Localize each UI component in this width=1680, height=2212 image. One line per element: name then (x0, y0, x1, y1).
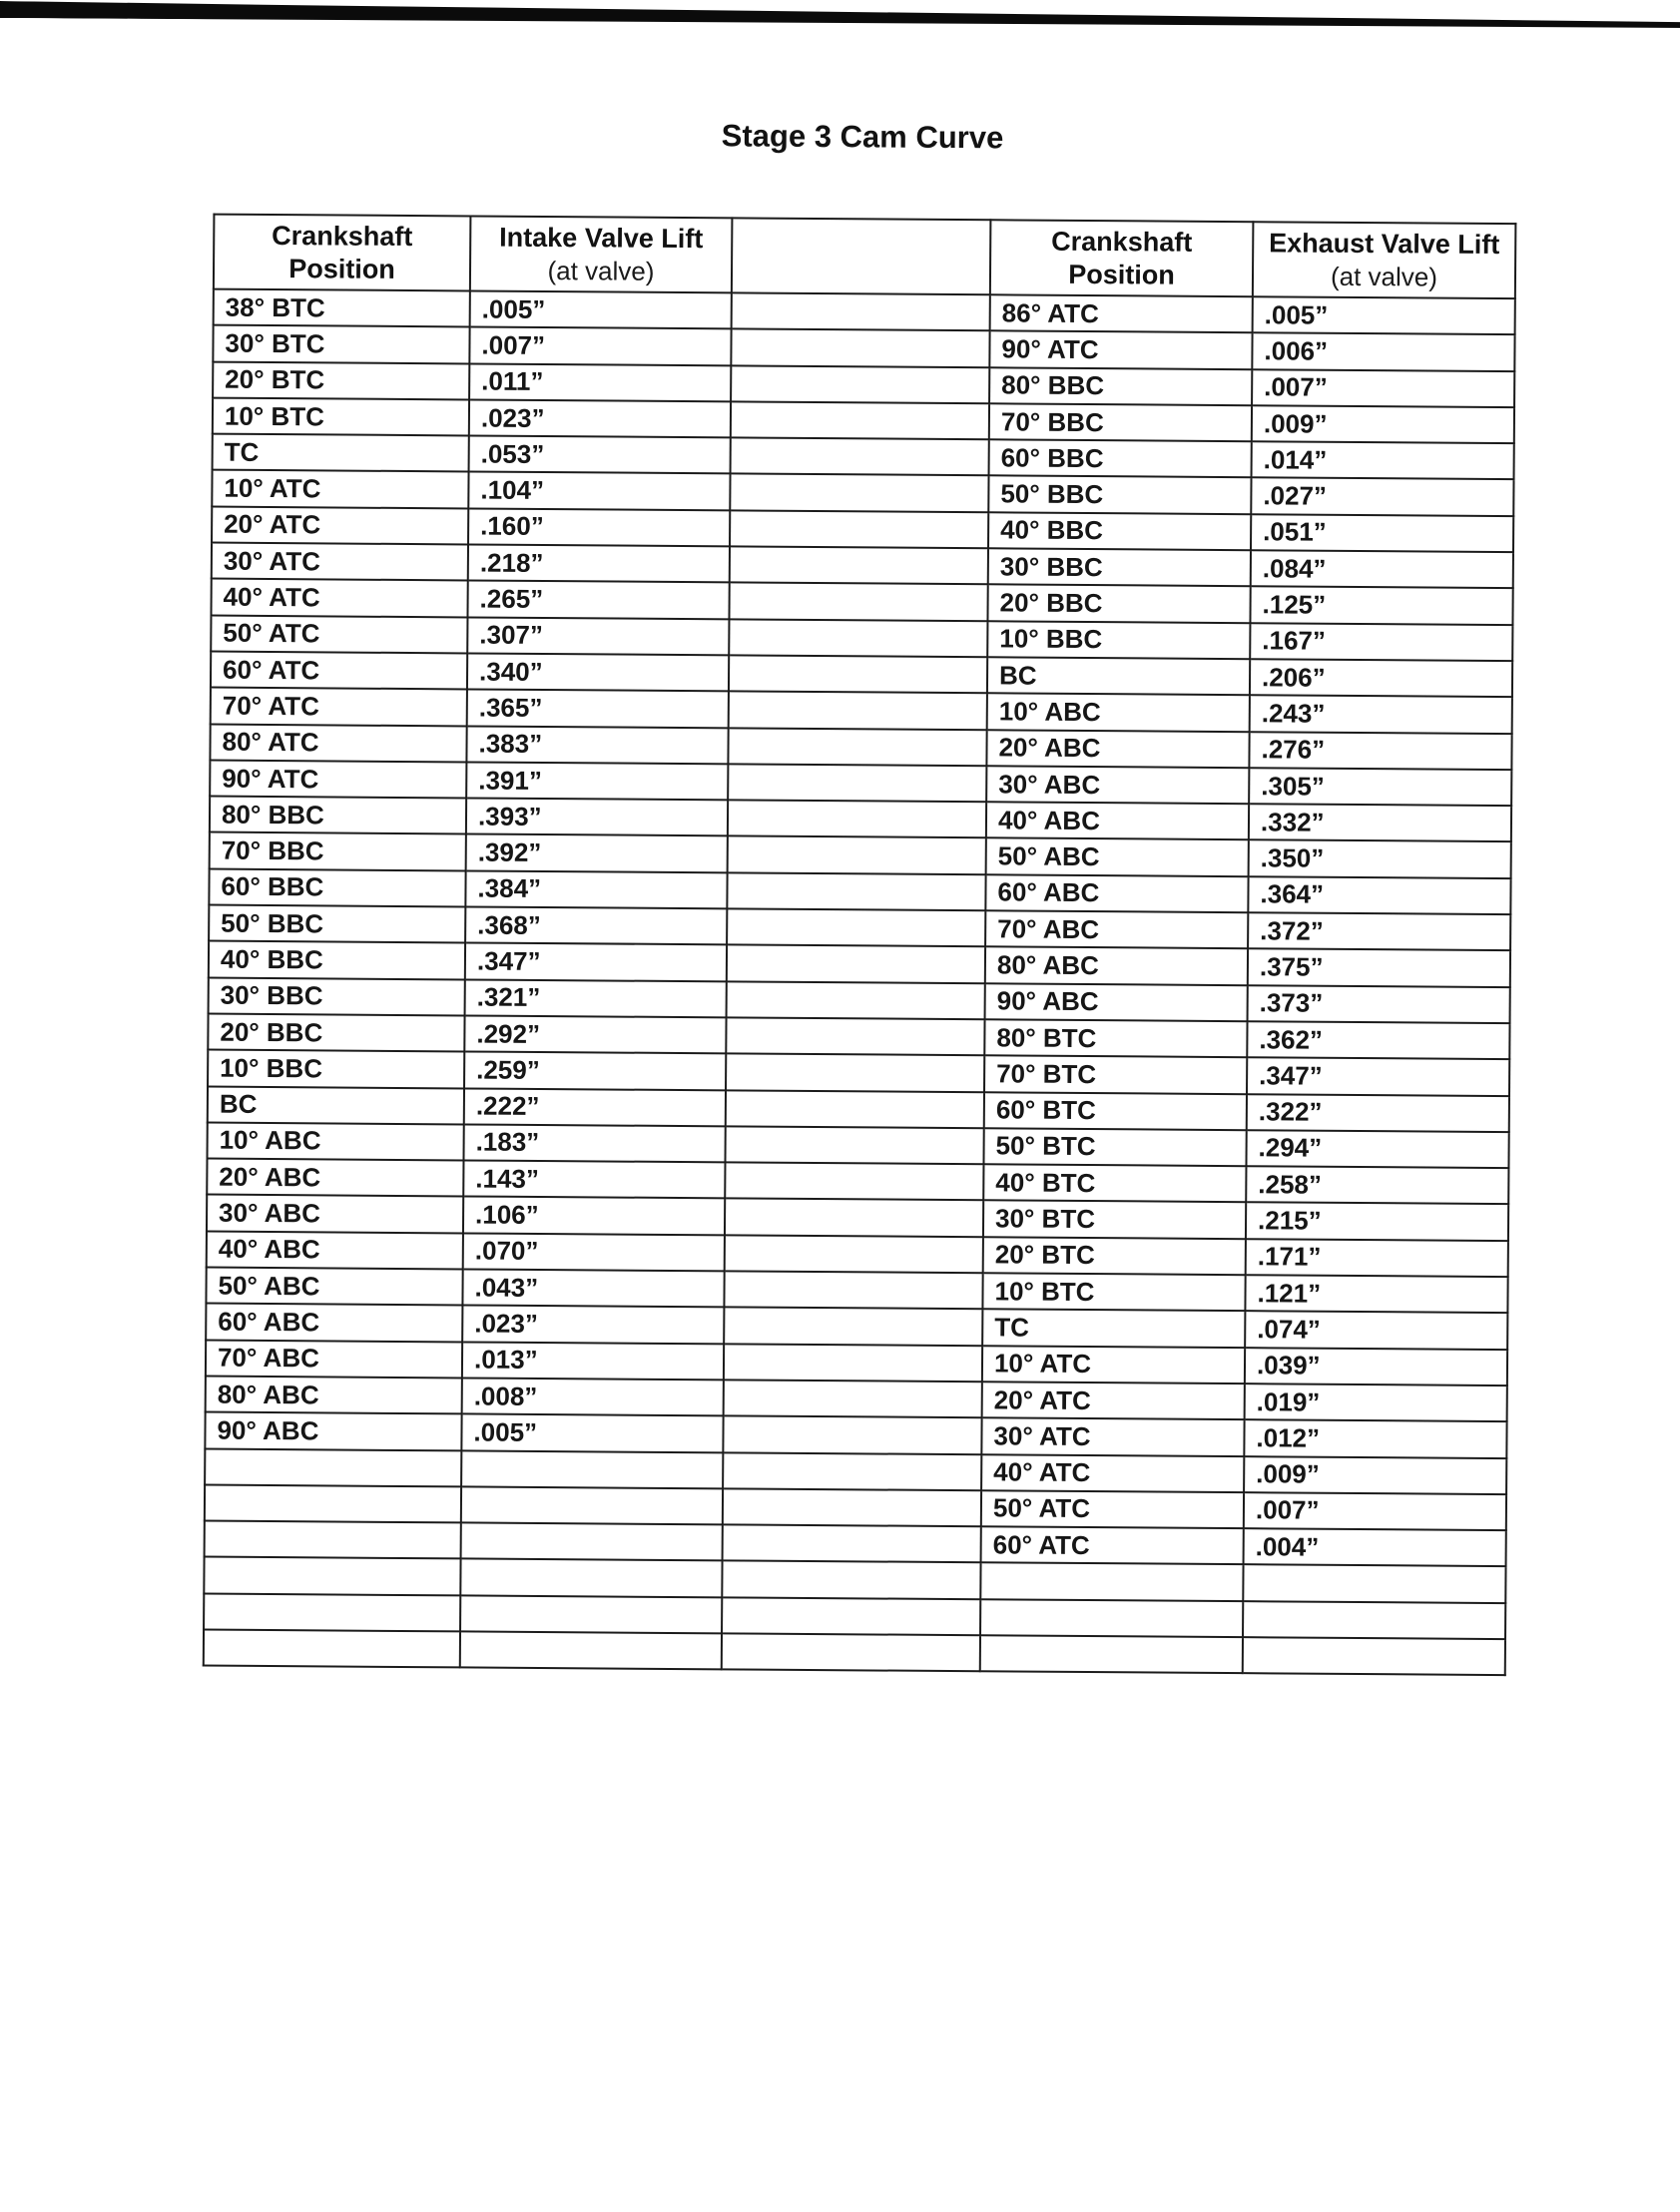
spacer-cell (726, 1054, 984, 1092)
exhaust-lift-cell: .084” (1251, 550, 1513, 588)
exhaust-position-cell: 70° BBC (989, 403, 1252, 441)
exhaust-lift-cell (1243, 1565, 1505, 1603)
exhaust-lift-cell: .215” (1246, 1203, 1508, 1241)
intake-lift-cell: .292” (464, 1015, 726, 1053)
spacer-cell (728, 764, 986, 802)
intake-position-cell: 50° ABC (206, 1268, 462, 1306)
exhaust-position-cell: 60° BTC (984, 1092, 1247, 1130)
spacer-cell (724, 1380, 982, 1417)
spacer-cell (722, 1561, 980, 1599)
header-line: Position (288, 253, 395, 284)
exhaust-position-cell: 50° BTC (983, 1128, 1246, 1166)
spacer-cell (727, 908, 985, 946)
spacer-cell (725, 1162, 983, 1200)
exhaust-position-cell: 60° BBC (989, 439, 1252, 477)
spacer-cell (724, 1344, 982, 1382)
intake-position-cell: 80° BBC (210, 797, 466, 834)
intake-lift-cell: .160” (468, 508, 730, 546)
intake-lift-cell: .106” (463, 1197, 725, 1235)
exhaust-lift-cell: .027” (1251, 478, 1513, 516)
spacer-cell (727, 981, 985, 1019)
header-subline: (at valve) (547, 255, 655, 286)
spacer-cell (725, 1126, 983, 1164)
exhaust-position-cell: 90° ATC (989, 331, 1252, 369)
intake-lift-cell: .307” (467, 617, 729, 655)
exhaust-lift-cell: .121” (1245, 1275, 1507, 1313)
spacer-cell (728, 836, 986, 874)
spacer-cell (731, 438, 989, 476)
intake-lift-cell: .393” (466, 799, 728, 836)
exhaust-lift-cell: .019” (1245, 1383, 1507, 1421)
exhaust-lift-cell: .012” (1244, 1419, 1506, 1457)
intake-lift-cell (461, 1486, 723, 1524)
exhaust-position-cell: 40° ABC (986, 802, 1249, 839)
intake-position-cell: 30° BTC (213, 325, 469, 363)
exhaust-lift-cell: .005” (1253, 296, 1515, 334)
intake-lift-cell: .392” (466, 834, 728, 872)
intake-lift-cell (461, 1450, 723, 1488)
header-exhaust-valve-lift (1253, 222, 1516, 298)
exhaust-position-cell (980, 1563, 1243, 1601)
exhaust-position-cell: 40° BBC (988, 512, 1251, 550)
header-line: Intake Valve Lift (499, 222, 704, 254)
spacer-cell (727, 945, 985, 983)
exhaust-lift-cell: .051” (1251, 514, 1513, 552)
header-row (214, 215, 1516, 299)
exhaust-position-cell: 20° BTC (983, 1237, 1246, 1275)
intake-position-cell (205, 1448, 461, 1486)
exhaust-position-cell: 20° ABC (986, 730, 1249, 768)
exhaust-lift-cell: .258” (1246, 1166, 1508, 1204)
intake-lift-cell: .368” (465, 906, 727, 944)
exhaust-position-cell: 50° ATC (981, 1490, 1244, 1528)
header-exhaust-crankshaft-position (990, 220, 1254, 296)
exhaust-lift-cell: .009” (1252, 405, 1514, 443)
intake-lift-cell: .383” (466, 726, 728, 764)
intake-position-cell: 90° ABC (205, 1412, 461, 1450)
intake-lift-cell: .013” (462, 1342, 724, 1380)
intake-position-cell: 90° ATC (210, 760, 466, 798)
spacer-cell (730, 510, 988, 548)
intake-position-cell: 20° ABC (207, 1159, 463, 1197)
intake-position-cell: 50° BBC (209, 905, 465, 943)
intake-lift-cell: .384” (465, 870, 727, 908)
spacer-cell (723, 1524, 981, 1562)
exhaust-lift-cell: .014” (1252, 441, 1514, 479)
header-line: Exhaust Valve Lift (1269, 227, 1500, 260)
exhaust-lift-cell (1243, 1601, 1505, 1639)
intake-lift-cell: .265” (467, 581, 729, 619)
intake-position-cell: 60° ATC (211, 652, 467, 690)
intake-lift-cell: .347” (465, 943, 727, 981)
exhaust-position-cell: 80° BTC (984, 1019, 1247, 1057)
intake-position-cell: 70° ATC (211, 688, 467, 726)
spacer-cell (729, 619, 987, 657)
exhaust-position-cell: 30° BBC (988, 548, 1251, 586)
intake-position-cell: 40° ABC (207, 1231, 463, 1269)
exhaust-position-cell: 10° ATC (982, 1346, 1245, 1383)
page-title: Stage 3 Cam Curve (721, 118, 1004, 156)
exhaust-position-cell: 80° ABC (985, 947, 1248, 985)
spacer-cell (722, 1633, 980, 1671)
exhaust-lift-cell: .006” (1252, 333, 1514, 371)
exhaust-lift-cell: .372” (1248, 912, 1510, 950)
intake-lift-cell: .005” (461, 1414, 723, 1452)
intake-lift-cell (460, 1595, 722, 1633)
intake-lift-cell: .104” (468, 472, 730, 510)
spacer-cell (731, 401, 989, 439)
exhaust-position-cell: BC (987, 657, 1250, 695)
exhaust-lift-cell: .206” (1250, 659, 1512, 697)
intake-position-cell: 20° ATC (212, 506, 468, 544)
intake-lift-cell: .365” (467, 690, 729, 728)
exhaust-position-cell: 10° ABC (987, 694, 1250, 732)
spacer-cell (723, 1416, 981, 1454)
spacer-cell (729, 692, 987, 730)
intake-lift-cell: .023” (462, 1306, 724, 1344)
intake-position-cell (204, 1593, 460, 1631)
intake-position-cell (205, 1521, 461, 1559)
intake-position-cell: 30° ATC (212, 543, 468, 581)
intake-position-cell: 40° BBC (209, 941, 465, 979)
scan-artifact-bar (0, 1, 1680, 30)
exhaust-position-cell: 20° BBC (987, 585, 1250, 623)
spacer-cell (731, 365, 989, 403)
spacer-cell (730, 474, 988, 512)
exhaust-lift-cell: .243” (1250, 695, 1512, 733)
exhaust-lift-cell: .294” (1246, 1130, 1508, 1168)
exhaust-lift-cell: .332” (1249, 804, 1511, 841)
intake-position-cell (204, 1557, 460, 1595)
cam-curve-table (203, 214, 1517, 1677)
intake-lift-cell (461, 1523, 723, 1561)
intake-lift-cell: .053” (469, 436, 731, 474)
exhaust-position-cell: 50° ABC (986, 838, 1249, 876)
exhaust-position-cell: 40° ATC (981, 1454, 1244, 1492)
intake-lift-cell: .007” (469, 327, 731, 365)
intake-lift-cell: .183” (463, 1124, 725, 1162)
intake-lift-cell: .023” (469, 399, 731, 437)
intake-lift-cell: .143” (463, 1161, 725, 1199)
exhaust-lift-cell: .007” (1244, 1492, 1506, 1530)
spacer-cell (722, 1597, 980, 1635)
exhaust-position-cell: 60° ABC (985, 874, 1248, 912)
spacer-cell (725, 1199, 983, 1237)
header-line: Position (1068, 259, 1175, 290)
intake-lift-cell: .070” (463, 1233, 725, 1271)
exhaust-lift-cell: .125” (1250, 587, 1512, 625)
intake-position-cell: 70° BBC (210, 832, 466, 870)
exhaust-position-cell (980, 1635, 1243, 1673)
exhaust-lift-cell: .039” (1245, 1348, 1507, 1385)
exhaust-position-cell: 86° ATC (990, 294, 1253, 332)
exhaust-lift-cell: .007” (1252, 369, 1514, 407)
exhaust-position-cell: 60° ATC (981, 1526, 1244, 1564)
spacer-cell (724, 1308, 982, 1346)
intake-position-cell: 10° ABC (207, 1122, 463, 1160)
intake-position-cell: 70° ABC (206, 1340, 462, 1378)
header-intake-crankshaft-position (214, 215, 471, 291)
exhaust-lift-cell: .171” (1246, 1239, 1508, 1277)
spacer-cell (723, 1488, 981, 1526)
header-line: Crankshaft (1051, 226, 1193, 258)
intake-lift-cell: .222” (464, 1088, 726, 1126)
spacer-cell (730, 546, 988, 584)
exhaust-lift-cell: .347” (1247, 1057, 1509, 1095)
intake-lift-cell: .259” (464, 1052, 726, 1090)
spacer-cell (727, 872, 985, 910)
cam-table-body (204, 289, 1515, 1676)
header-subline: (at valve) (1330, 261, 1438, 292)
exhaust-position-cell (980, 1599, 1243, 1637)
intake-position-cell: 30° BBC (209, 977, 465, 1015)
exhaust-position-cell: 30° ABC (986, 766, 1249, 804)
exhaust-lift-cell: .009” (1244, 1456, 1506, 1494)
exhaust-lift-cell: .305” (1249, 768, 1511, 806)
spacer-cell (731, 329, 989, 367)
header-intake-valve-lift (470, 216, 733, 292)
exhaust-lift-cell: .375” (1248, 949, 1510, 987)
exhaust-lift-cell: .350” (1249, 840, 1511, 878)
exhaust-lift-cell: .074” (1245, 1311, 1507, 1349)
intake-position-cell: 20° BTC (213, 361, 469, 399)
intake-position-cell: 80° ABC (206, 1376, 462, 1413)
spacer-cell (726, 1017, 984, 1055)
spacer-cell (723, 1452, 981, 1490)
spacer-cell (726, 1090, 984, 1128)
intake-lift-cell (460, 1631, 722, 1669)
intake-lift-cell: .011” (469, 363, 731, 401)
intake-lift-cell: .340” (467, 653, 729, 691)
intake-position-cell: 60° BBC (209, 868, 465, 906)
intake-position-cell: 40° ATC (211, 579, 467, 617)
exhaust-position-cell: 90° ABC (985, 983, 1248, 1021)
intake-lift-cell: .391” (466, 762, 728, 800)
exhaust-position-cell: 70° ABC (985, 910, 1248, 948)
exhaust-lift-cell: .004” (1244, 1528, 1506, 1566)
intake-lift-cell: .043” (462, 1269, 724, 1307)
exhaust-lift-cell: .322” (1247, 1094, 1509, 1132)
spacer-cell (724, 1271, 982, 1309)
spacer-cell (728, 728, 986, 766)
exhaust-position-cell: 30° ATC (981, 1417, 1244, 1455)
intake-lift-cell: .005” (470, 290, 732, 328)
exhaust-position-cell: 50° BBC (988, 476, 1251, 514)
intake-position-cell: 30° ABC (207, 1195, 463, 1233)
spacer-cell (732, 292, 990, 330)
intake-position-cell: 50° ATC (211, 615, 467, 653)
spacer-cell (729, 655, 987, 693)
exhaust-lift-cell (1243, 1637, 1505, 1675)
intake-position-cell: TC (213, 434, 469, 472)
exhaust-position-cell: TC (982, 1310, 1245, 1348)
spacer-cell (725, 1235, 983, 1273)
exhaust-lift-cell: .167” (1250, 623, 1512, 661)
spacer-cell (729, 583, 987, 621)
header-spacer (732, 218, 991, 294)
intake-lift-cell: .008” (462, 1378, 724, 1415)
intake-position-cell: BC (208, 1086, 464, 1124)
exhaust-lift-cell: .276” (1249, 732, 1511, 770)
header-line: Crankshaft (272, 220, 413, 252)
exhaust-position-cell: 40° BTC (983, 1164, 1246, 1202)
exhaust-position-cell: 10° BTC (982, 1273, 1245, 1311)
exhaust-position-cell: 70° BTC (984, 1055, 1247, 1093)
exhaust-position-cell: 10° BBC (987, 621, 1250, 659)
intake-lift-cell: .321” (465, 979, 727, 1017)
spacer-cell (728, 801, 986, 838)
exhaust-position-cell: 30° BTC (983, 1201, 1246, 1239)
intake-position-cell (204, 1630, 460, 1668)
intake-position-cell: 80° ATC (210, 724, 466, 762)
intake-position-cell: 60° ABC (206, 1304, 462, 1342)
intake-position-cell (205, 1484, 461, 1522)
intake-position-cell: 10° ATC (212, 470, 468, 508)
intake-position-cell: 10° BBC (208, 1050, 464, 1088)
exhaust-lift-cell: .364” (1248, 876, 1510, 914)
exhaust-lift-cell: .362” (1247, 1021, 1509, 1059)
exhaust-lift-cell: .373” (1248, 985, 1510, 1023)
exhaust-position-cell: 20° ATC (982, 1382, 1245, 1419)
exhaust-position-cell: 80° BBC (989, 367, 1252, 405)
intake-position-cell: 20° BBC (208, 1013, 464, 1051)
intake-lift-cell: .218” (468, 545, 730, 583)
intake-position-cell: 10° BTC (213, 397, 469, 435)
intake-position-cell: 38° BTC (214, 289, 470, 327)
intake-lift-cell (460, 1559, 722, 1597)
